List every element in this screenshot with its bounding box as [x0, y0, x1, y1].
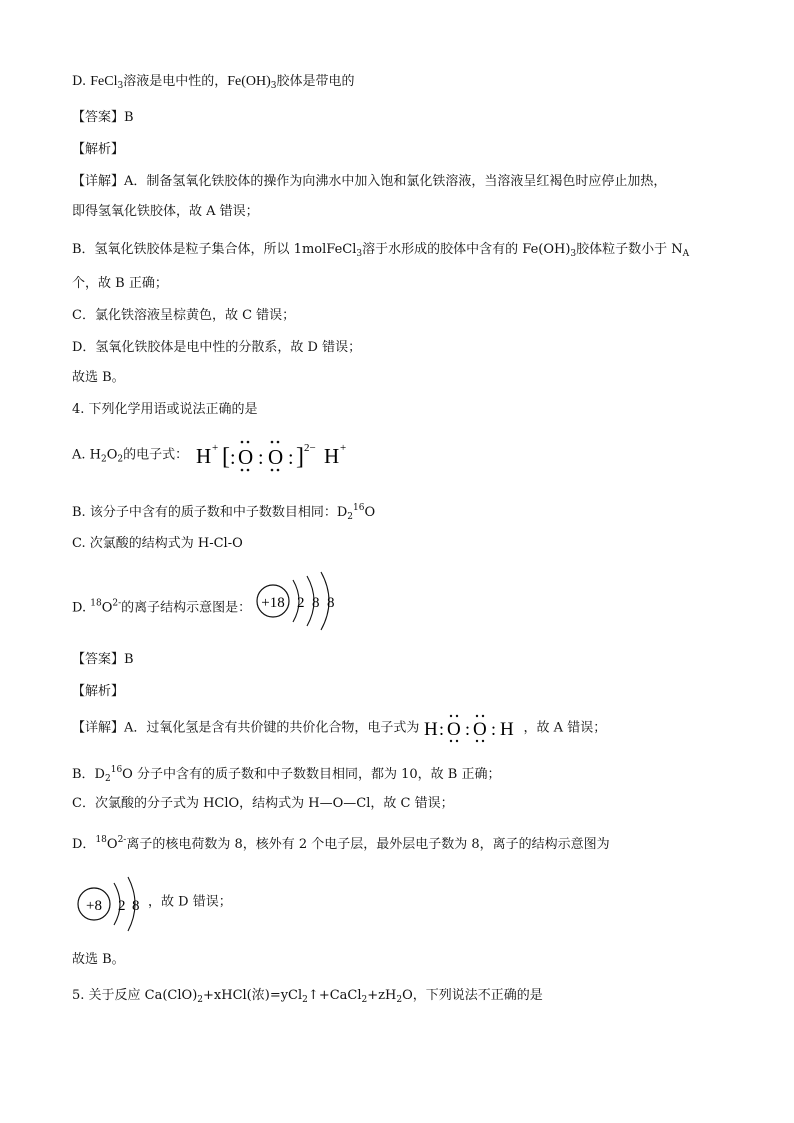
subscript: A [682, 249, 690, 259]
superscript: 18 [90, 598, 102, 609]
nucleus-charge: +18 [261, 595, 286, 611]
text: 5. 关于反应 Ca(ClO) [72, 988, 198, 1003]
subscript: 3 [117, 81, 124, 91]
bracket-left: [ [222, 444, 231, 470]
shell-electrons: 2 [297, 595, 305, 611]
option-label: A. H [72, 447, 101, 463]
q3-detail-a2: 即得氢氧化铁胶体，故 A 错误； [72, 204, 259, 219]
nucleus-charge: +8 [86, 898, 102, 914]
subscript: 3 [570, 249, 577, 259]
h-symbol: H [499, 719, 514, 740]
text: B．D [72, 767, 105, 782]
text: 溶于水形成的胶体中含有的 Fe(OH) [362, 242, 571, 257]
subscript: 2 [101, 454, 107, 465]
plus-charge: + [340, 442, 347, 454]
h-symbol: H [196, 444, 212, 468]
o-symbol: O [446, 719, 461, 740]
subscript: 2 [104, 774, 111, 784]
subscript: 3 [356, 249, 363, 259]
subscript: 3 [270, 81, 277, 91]
ion-structure-diagram-18 [255, 566, 355, 636]
text: A．过氧化氢是含有共价键的共价化合物，电子式为 [124, 720, 420, 736]
text: D． [72, 837, 96, 852]
q4-option-d [72, 580, 355, 624]
shell-electrons: 8 [327, 595, 335, 611]
q4-option-a [72, 437, 376, 473]
superscript: 2- [117, 835, 127, 845]
text: 胶体粒子数小于 N [576, 242, 683, 257]
text: O [106, 837, 118, 852]
q4-detail-d-diagram-line [72, 866, 232, 938]
q4-answer: 【答案】B [72, 652, 134, 667]
superscript: 2- [112, 598, 122, 609]
q4-option-c: C. 次氯酸的结构式为 H-Cl-O [72, 536, 243, 551]
formula: FeCl [90, 74, 118, 89]
h2o2-electron-formula-correct [424, 712, 524, 744]
text: 的离子结构示意图是： [121, 600, 252, 616]
gas-arrow: ↑ [307, 988, 319, 1003]
q3-detail-a1 [72, 172, 666, 192]
charge-2minus: 2− [304, 442, 317, 454]
text: ，故 A 错误； [523, 720, 607, 736]
subscript: 2 [302, 995, 308, 1005]
colon-dots: : [490, 719, 496, 739]
colon-dots: : [438, 719, 444, 739]
text: O [101, 600, 113, 616]
ion-structure-diagram-8 [72, 866, 148, 938]
q3-conclusion: 故选 B。 [72, 370, 125, 385]
superscript: 16 [352, 503, 365, 513]
q5-stem [72, 986, 543, 1010]
h2o2-electron-formula-wrong [196, 437, 376, 473]
h-symbol: H [423, 719, 438, 740]
colon-dots: : [464, 719, 470, 739]
q3-detail-b1 [72, 240, 689, 264]
subscript: 2 [197, 995, 204, 1005]
text: O 分子中含有的质子数和中子数数目相同，都为 10，故 B 正确； [122, 767, 501, 782]
superscript: 16 [110, 765, 123, 775]
bracket-right: ] [296, 444, 305, 470]
text: ，下列说法不正确的是 [412, 988, 543, 1003]
q4-detail-b [72, 760, 500, 789]
o-symbol: O [238, 445, 254, 469]
superscript: 18 [95, 835, 107, 845]
q4-analysis: 【解析】 [72, 684, 125, 699]
text: B. 该分子中含有的质子数和中子数数目相同：D [72, 505, 348, 520]
q3-detail-d: D．氢氧化铁胶体是电中性的分散系，故 D 错误； [72, 340, 362, 355]
q4-detail-a [72, 712, 606, 742]
text: O [106, 447, 118, 463]
colon-dots: : [288, 447, 294, 469]
shell-electrons: 2 [118, 898, 126, 914]
text: 胶体是带电的 [276, 74, 355, 89]
text: +xHCl(浓)=yCl [203, 988, 303, 1003]
text: 的电子式： [123, 447, 189, 463]
text: 离子的核电荷数为 8，核外有 2 个电子层，最外层电子数为 8，离子的结构示意图为 [126, 837, 610, 852]
q4-detail-d [72, 830, 610, 855]
shell-electrons: 8 [132, 898, 140, 914]
text: +CaCl [318, 988, 362, 1003]
o-symbol: O [472, 719, 487, 740]
q3-detail-b2: 个，故 B 正确； [72, 276, 168, 291]
q4-conclusion: 故选 B。 [72, 952, 125, 967]
detail-label: 【详解】 [72, 720, 125, 736]
colon-dots: : [258, 447, 264, 469]
q3-option-d [72, 72, 355, 96]
q3-detail-c: C．氯化铁溶液呈棕黄色，故 C 错误； [72, 308, 296, 323]
option-label: D. [72, 74, 91, 89]
shell-electrons: 8 [312, 595, 320, 611]
q4-stem: 4. 下列化学用语或说法正确的是 [72, 402, 258, 417]
q4-detail-c: C．次氯酸的分子式为 HClO，结构式为 H—O—Cl，故 C 错误； [72, 796, 454, 811]
detail-label: 【详解】 [72, 174, 125, 189]
option-label: D. [72, 600, 91, 616]
q3-analysis: 【解析】 [72, 142, 125, 157]
text: B．氢氧化铁胶体是粒子集合体，所以 1molFeCl [72, 242, 357, 257]
subscript: 2 [396, 995, 403, 1005]
text: 溶液是电中性的， [123, 74, 228, 89]
text: O [364, 505, 376, 520]
subscript: 2 [347, 512, 353, 522]
q3-answer: 【答案】B [72, 110, 134, 125]
text: A．制备氢氧化铁胶体的操作为向沸水中加入饱和氯化铁溶液，当溶液呈红褐色时应停止加热， [124, 174, 667, 189]
text: ，故 D 错误； [148, 894, 232, 910]
formula: Fe(OH) [227, 74, 271, 89]
text: O [402, 988, 413, 1003]
h-symbol: H [324, 444, 340, 468]
text: +zH [367, 988, 397, 1003]
q4-option-b [72, 498, 375, 527]
colon-dots: : [230, 447, 236, 469]
subscript: 2 [117, 454, 124, 465]
o-symbol: O [268, 445, 284, 469]
subscript: 2 [361, 995, 368, 1005]
plus-charge: + [212, 442, 219, 454]
